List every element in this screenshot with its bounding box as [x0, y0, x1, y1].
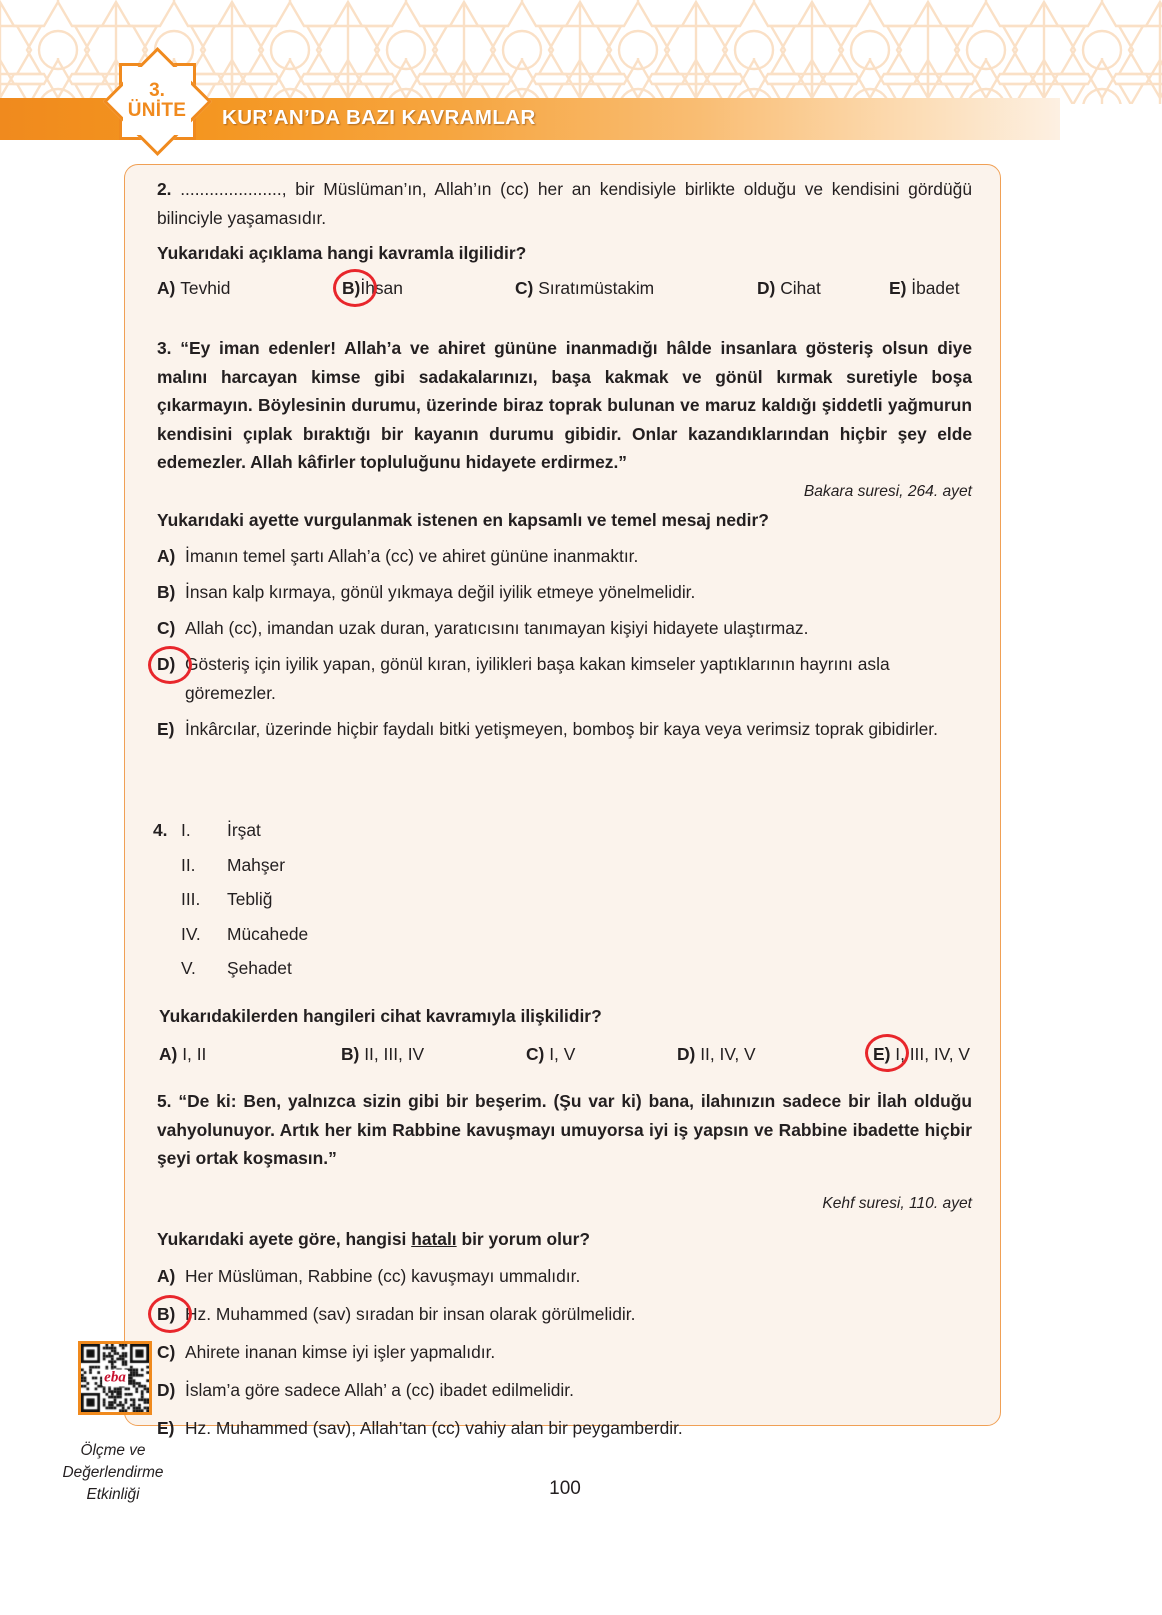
roman-item-3 — [153, 882, 973, 917]
option-4-c-text: I, V — [549, 1043, 576, 1064]
roman-item-2-text: Mahşer — [227, 854, 285, 875]
roman-item-1-numeral: I. — [181, 820, 191, 840]
option-2-d-letter: D) — [757, 278, 776, 298]
qr-code[interactable] — [78, 1341, 152, 1415]
question-3-options — [157, 542, 972, 744]
option-2-e-text: İbadet — [911, 278, 960, 298]
question-3-prompt: Yukarıdaki ayette vurgulanmak istenen en kapsamlı ve temel mesaj nedir? — [157, 509, 769, 530]
option-4-c[interactable] — [526, 1040, 575, 1068]
qr-caption: Ölçme ve Değerlendirme Etkinliği — [62, 1442, 164, 1503]
option-2-a[interactable] — [157, 274, 230, 302]
unit-badge — [105, 49, 209, 153]
unit-word: ÜNİTE — [127, 100, 187, 121]
option-2-c-letter: C) — [515, 278, 534, 298]
roman-item-5-text: Şehadet — [227, 958, 292, 978]
option-2-e[interactable] — [889, 274, 960, 302]
option-4-b-letter: B) — [341, 1043, 360, 1064]
option-5-d-text: İslam’a göre sadece Allah’ a (cc) ibadet edilmelidir. — [185, 1379, 574, 1400]
option-5-a[interactable] — [157, 1262, 972, 1291]
option-3-d[interactable] — [157, 650, 972, 708]
option-3-b-text: İnsan kalp kırmaya, gönül yıkmaya değil iyilik etmeye yönelmelidir. — [185, 581, 696, 602]
option-4-b-text: II, III, IV — [364, 1043, 425, 1064]
option-4-c-letter: C) — [526, 1043, 545, 1064]
option-2-a-text: Tevhid — [180, 278, 231, 298]
option-4-d-letter: D) — [677, 1043, 696, 1064]
option-2-d-text: Cihat — [780, 278, 821, 298]
option-5-d[interactable] — [157, 1376, 972, 1405]
option-3-a-text: İmanın temel şartı Allah’a (cc) ve ahiret gününe inanmaktır. — [185, 545, 639, 566]
option-5-e[interactable] — [157, 1414, 972, 1443]
question-5-options — [157, 1262, 972, 1443]
question-5-prompt — [157, 1225, 972, 1253]
question-3 — [157, 334, 972, 744]
option-2-c[interactable] — [515, 274, 654, 302]
spacer-3 — [153, 917, 181, 952]
question-2-prompt: Yukarıdaki açıklama hangi kavramla ilgilidir? — [157, 243, 527, 263]
option-3-e[interactable] — [157, 715, 972, 744]
question-5-prompt-pre: Yukarıdaki ayete göre, hangisi — [157, 1228, 412, 1249]
option-3-c[interactable] — [157, 614, 972, 643]
roman-item-5 — [153, 951, 973, 986]
spacer-2 — [153, 882, 181, 917]
option-4-a-letter: A) — [159, 1043, 178, 1064]
option-4-d[interactable] — [677, 1040, 756, 1068]
option-2-d[interactable] — [757, 274, 821, 302]
roman-item-4 — [153, 917, 973, 952]
question-4-prompt: Yukarıdakilerden hangileri cihat kavramıyla ilişkilidir? — [159, 1005, 602, 1026]
option-5-b-letter: B) — [157, 1303, 176, 1324]
option-5-c-letter: C) — [157, 1341, 176, 1362]
roman-item-4-numeral: IV. — [181, 923, 201, 944]
option-4-d-text: II, IV, V — [700, 1043, 756, 1064]
option-3-e-text: İnkârcılar, üzerinde hiçbir faydalı bitki yetişmeyen, bomboş bir kaya veya verimsiz toprak gibidirler. — [185, 718, 938, 739]
option-5-b[interactable] — [157, 1300, 972, 1329]
option-5-c-text: Ahirete inanan kimse iyi işler yapmalıdır. — [185, 1341, 496, 1362]
roman-item-1 — [153, 813, 973, 848]
option-3-d-letter: D) — [157, 653, 176, 674]
option-5-a-letter: A) — [157, 1265, 176, 1286]
question-5-prompt-post: bir yorum olur? — [456, 1228, 590, 1249]
question-5-stem: 5. “De ki: Ben, yalnızca sizin gibi bir beşerim. (Şu var ki) bana, ilahınızın sadece bir İlah olduğu vahyolunuyor. Artık her kim Rabbine kavuşmayı umuyorsa iyi iş yapsın ve Rabbine ibadette hiçbir şeyi ortak koşmasın.” — [157, 1091, 972, 1168]
question-5-source: Kehf suresi, 110. ayet — [822, 1194, 972, 1212]
question-3-source: Bakara suresi, 264. ayet — [803, 482, 972, 500]
option-4-e-letter: E) — [873, 1043, 891, 1064]
roman-item-2-numeral: II. — [181, 854, 196, 875]
unit-number: 3. — [149, 80, 165, 102]
page-number: 100 — [549, 1478, 581, 1499]
option-3-b-letter: B) — [157, 581, 176, 602]
option-2-a-letter: A) — [157, 278, 176, 298]
option-2-b-text: İhsan — [360, 278, 403, 298]
roman-item-2 — [153, 848, 973, 883]
option-4-b[interactable] — [341, 1040, 424, 1068]
option-3-c-text: Allah (cc), imandan uzak duran, yaratıcısını tanımayan kişiyi hidayete ulaştırmaz. — [185, 617, 809, 638]
option-4-e[interactable] — [873, 1040, 970, 1068]
question-4-roman-list — [153, 813, 973, 986]
option-5-e-text: Hz. Muhammed (sav), Allah’tan (cc) vahiy alan bir peygamberdir. — [185, 1417, 683, 1438]
roman-item-4-text: Mücahede — [227, 923, 309, 944]
option-3-b[interactable] — [157, 578, 972, 607]
spacer-4 — [153, 951, 181, 986]
option-3-a[interactable] — [157, 542, 972, 571]
option-2-b[interactable] — [342, 274, 403, 302]
question-2-number: 2. — [157, 179, 172, 199]
option-3-a-letter: A) — [157, 545, 176, 566]
roman-item-1-text: İrşat — [227, 820, 261, 840]
question-4-options — [159, 1040, 973, 1070]
option-2-b-letter: B) — [342, 278, 361, 298]
option-3-d-text: Gösteriş için iyilik yapan, gönül kıran, iyilikleri başa kakan kimseler yaptıklarının hayrını asla göremezler. — [185, 653, 890, 703]
page-header — [0, 0, 1162, 142]
option-5-b-text: Hz. Muhammed (sav) sıradan bir insan olarak görülmelidir. — [185, 1303, 636, 1324]
question-3-stem: 3. “Ey iman edenler! Allah’a ve ahiret gününe inanmadığı hâlde insanlara gösteriş olsun diye malını harcayan kimse gibi sadakalarınızı, başa kakmak ve gönül kırmak suretiyle boşa çıkarmayın. Böylesinin durumu, üzerinde biraz toprak bulunan ve maruz kaldığı şiddetli yağmurun kendisini çıplak bıraktığı bir kayanın durumu gibidir. Onlar kazandıklarından hiçbir şey elde edemezler. Allah kâfirler topluluğunu hidayete erdirmez.” — [157, 338, 972, 472]
option-4-a[interactable] — [159, 1040, 206, 1068]
question-2-options — [157, 274, 972, 304]
option-2-e-letter: E) — [889, 278, 907, 298]
option-4-a-text: I, II — [182, 1043, 207, 1064]
question-5-prompt-underlined: hatalı — [411, 1228, 457, 1249]
eba-logo: eba — [104, 1369, 126, 1386]
question-2-stem — [157, 175, 972, 232]
question-5 — [157, 1087, 972, 1443]
roman-item-3-numeral: III. — [181, 889, 201, 909]
question-4 — [153, 813, 973, 1070]
option-3-c-letter: C) — [157, 617, 176, 638]
option-5-c[interactable] — [157, 1338, 972, 1367]
question-4-number: 4. — [153, 820, 168, 840]
roman-item-3-text: Tebliğ — [227, 889, 273, 909]
questions-panel — [124, 164, 1001, 1438]
option-5-a-text: Her Müslüman, Rabbine (cc) kavuşmayı ummalıdır. — [185, 1265, 581, 1286]
option-2-c-text: Sıratımüstakim — [538, 278, 655, 298]
option-5-e-letter: E) — [157, 1417, 175, 1438]
spacer-1 — [153, 848, 181, 883]
page-title: KUR’AN’DA BAZI KAVRAMLAR — [222, 106, 536, 129]
question-2 — [157, 175, 972, 304]
roman-item-5-numeral: V. — [181, 958, 196, 978]
option-3-e-letter: E) — [157, 718, 175, 739]
option-5-d-letter: D) — [157, 1379, 176, 1400]
question-2-stem-text: ....................., bir Müslüman’ın, Allah’ın (cc) her an kendisiyle birlikte olduğu ve kendisini gördüğü bilinciyle yaşamasıdır. — [157, 179, 972, 228]
option-4-e-text: I, III, IV, V — [895, 1043, 970, 1064]
